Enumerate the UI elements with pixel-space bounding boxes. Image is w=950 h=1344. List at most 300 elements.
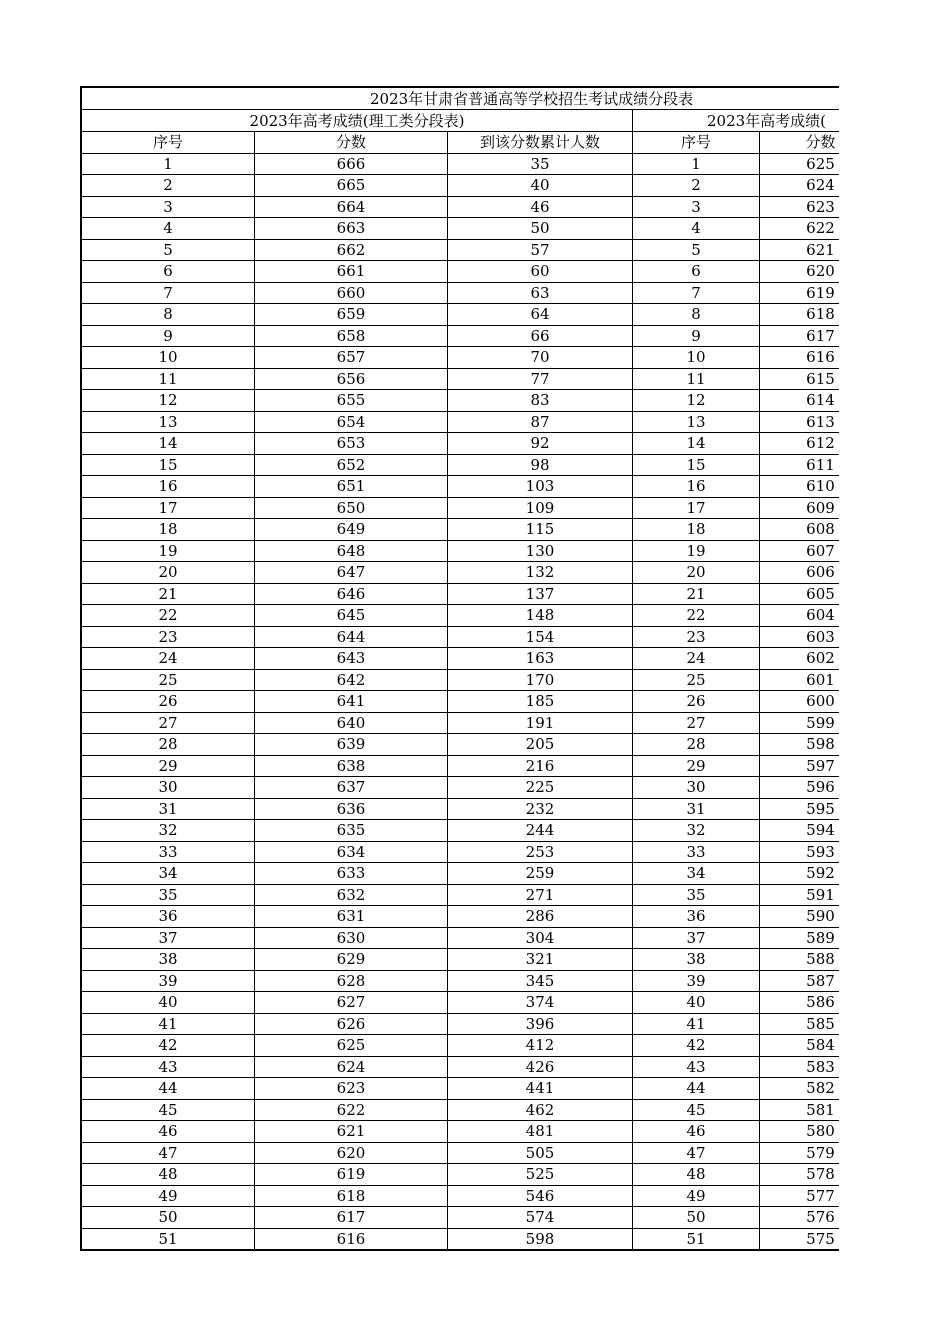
- cumulative-left-cell: 304: [448, 927, 633, 949]
- rank-right-cell: 8: [633, 304, 760, 326]
- cumulative-left-cell: 321: [448, 949, 633, 971]
- score-right-cell: 611: [760, 454, 840, 476]
- score-left-cell: 659: [255, 304, 448, 326]
- cumulative-left-cell: 191: [448, 712, 633, 734]
- rank-right-cell: 10: [633, 347, 760, 369]
- rank-right-cell: 50: [633, 1207, 760, 1229]
- rank-right-cell: 49: [633, 1185, 760, 1207]
- score-right-cell: 619: [760, 282, 840, 304]
- cumulative-left-cell: 98: [448, 454, 633, 476]
- rank-left-cell: 21: [82, 583, 255, 605]
- score-left-cell: 652: [255, 454, 448, 476]
- score-right-cell: 579: [760, 1142, 840, 1164]
- score-left-cell: 656: [255, 368, 448, 390]
- score-right-cell: 607: [760, 540, 840, 562]
- table-row: [82, 1056, 840, 1078]
- rank-left-cell: 13: [82, 411, 255, 433]
- score-left-cell: 622: [255, 1099, 448, 1121]
- score-left-cell: 623: [255, 1078, 448, 1100]
- table-row: [82, 906, 840, 928]
- cumulative-left-cell: 115: [448, 519, 633, 541]
- cumulative-left-cell: 87: [448, 411, 633, 433]
- rank-left-cell: 9: [82, 325, 255, 347]
- cumulative-left-cell: 57: [448, 239, 633, 261]
- cumulative-left-cell: 83: [448, 390, 633, 412]
- score-left-cell: 634: [255, 841, 448, 863]
- score-right-cell: 586: [760, 992, 840, 1014]
- cumulative-left-cell: 481: [448, 1121, 633, 1143]
- rank-right-cell: 31: [633, 798, 760, 820]
- rank-left-cell: 15: [82, 454, 255, 476]
- score-left-cell: 655: [255, 390, 448, 412]
- rank-right-cell: 36: [633, 906, 760, 928]
- table-row: [82, 433, 840, 455]
- score-right-cell: 596: [760, 777, 840, 799]
- score-left-cell: 644: [255, 626, 448, 648]
- score-right-cell: 580: [760, 1121, 840, 1143]
- header-score-right: 分数: [760, 132, 840, 154]
- score-left-cell: 616: [255, 1228, 448, 1250]
- score-left-cell: 624: [255, 1056, 448, 1078]
- rank-left-cell: 50: [82, 1207, 255, 1229]
- rank-left-cell: 46: [82, 1121, 255, 1143]
- rank-right-cell: 12: [633, 390, 760, 412]
- rank-left-cell: 38: [82, 949, 255, 971]
- rank-right-cell: 43: [633, 1056, 760, 1078]
- score-left-cell: 654: [255, 411, 448, 433]
- score-right-cell: 595: [760, 798, 840, 820]
- rank-right-cell: 5: [633, 239, 760, 261]
- rank-right-cell: 45: [633, 1099, 760, 1121]
- rank-right-cell: 39: [633, 970, 760, 992]
- score-left-cell: 620: [255, 1142, 448, 1164]
- table-row: [82, 798, 840, 820]
- rank-right-cell: 32: [633, 820, 760, 842]
- rank-left-cell: 16: [82, 476, 255, 498]
- score-right-cell: 584: [760, 1035, 840, 1057]
- rank-right-cell: 1: [633, 153, 760, 175]
- score-right-cell: 583: [760, 1056, 840, 1078]
- rank-left-cell: 36: [82, 906, 255, 928]
- header-cumulative-left: 到该分数累计人数: [448, 132, 633, 154]
- title-row: [82, 88, 840, 110]
- score-left-cell: 633: [255, 863, 448, 885]
- score-right-cell: 620: [760, 261, 840, 283]
- table-row: [82, 777, 840, 799]
- rank-right-cell: 37: [633, 927, 760, 949]
- score-right-cell: 618: [760, 304, 840, 326]
- cumulative-left-cell: 64: [448, 304, 633, 326]
- score-left-cell: 663: [255, 218, 448, 240]
- score-right-cell: 605: [760, 583, 840, 605]
- rank-left-cell: 49: [82, 1185, 255, 1207]
- cumulative-left-cell: 70: [448, 347, 633, 369]
- table-row: [82, 1013, 840, 1035]
- score-right-cell: 617: [760, 325, 840, 347]
- rank-left-cell: 3: [82, 196, 255, 218]
- table-row: [82, 841, 840, 863]
- rank-left-cell: 34: [82, 863, 255, 885]
- table-row: [82, 1164, 840, 1186]
- cumulative-left-cell: 216: [448, 755, 633, 777]
- rank-right-cell: 25: [633, 669, 760, 691]
- rank-left-cell: 14: [82, 433, 255, 455]
- score-right-cell: 592: [760, 863, 840, 885]
- rank-left-cell: 2: [82, 175, 255, 197]
- table-row: [82, 712, 840, 734]
- cumulative-left-cell: 46: [448, 196, 633, 218]
- rank-right-cell: 41: [633, 1013, 760, 1035]
- rank-left-cell: 42: [82, 1035, 255, 1057]
- table-row: [82, 540, 840, 562]
- cumulative-left-cell: 148: [448, 605, 633, 627]
- score-right-cell: 577: [760, 1185, 840, 1207]
- score-left-cell: 650: [255, 497, 448, 519]
- rank-left-cell: 51: [82, 1228, 255, 1250]
- rank-left-cell: 28: [82, 734, 255, 756]
- cumulative-left-cell: 170: [448, 669, 633, 691]
- cumulative-left-cell: 259: [448, 863, 633, 885]
- cumulative-left-cell: 462: [448, 1099, 633, 1121]
- score-left-cell: 645: [255, 605, 448, 627]
- score-left-cell: 631: [255, 906, 448, 928]
- score-right-cell: 609: [760, 497, 840, 519]
- header-rank-right: 序号: [633, 132, 760, 154]
- rank-right-cell: 27: [633, 712, 760, 734]
- table-row: [82, 648, 840, 670]
- table-row: [82, 927, 840, 949]
- rank-left-cell: 17: [82, 497, 255, 519]
- score-left-cell: 653: [255, 433, 448, 455]
- rank-left-cell: 44: [82, 1078, 255, 1100]
- score-left-cell: 619: [255, 1164, 448, 1186]
- rank-left-cell: 22: [82, 605, 255, 627]
- score-right-cell: 593: [760, 841, 840, 863]
- table-row: [82, 153, 840, 175]
- score-left-cell: 636: [255, 798, 448, 820]
- cumulative-left-cell: 525: [448, 1164, 633, 1186]
- rank-right-cell: 17: [633, 497, 760, 519]
- score-left-cell: 626: [255, 1013, 448, 1035]
- cumulative-left-cell: 546: [448, 1185, 633, 1207]
- rank-left-cell: 43: [82, 1056, 255, 1078]
- left-subtitle: 2023年高考成绩(理工类分段表): [82, 110, 633, 132]
- cumulative-left-cell: 205: [448, 734, 633, 756]
- cumulative-left-cell: 286: [448, 906, 633, 928]
- rank-right-cell: 9: [633, 325, 760, 347]
- score-right-cell: 589: [760, 927, 840, 949]
- table-row: [82, 562, 840, 584]
- cumulative-left-cell: 345: [448, 970, 633, 992]
- rank-left-cell: 27: [82, 712, 255, 734]
- cumulative-left-cell: 426: [448, 1056, 633, 1078]
- rank-left-cell: 37: [82, 927, 255, 949]
- rank-right-cell: 26: [633, 691, 760, 713]
- cumulative-left-cell: 374: [448, 992, 633, 1014]
- rank-right-cell: 33: [633, 841, 760, 863]
- cumulative-left-cell: 132: [448, 562, 633, 584]
- rank-right-cell: 21: [633, 583, 760, 605]
- score-right-cell: 616: [760, 347, 840, 369]
- right-subtitle: 2023年高考成绩(: [633, 110, 840, 132]
- cumulative-left-cell: 63: [448, 282, 633, 304]
- cumulative-left-cell: 412: [448, 1035, 633, 1057]
- score-left-cell: 637: [255, 777, 448, 799]
- table-row: [82, 196, 840, 218]
- score-table: [81, 87, 839, 1250]
- table-row: [82, 820, 840, 842]
- rank-right-cell: 40: [633, 992, 760, 1014]
- score-left-cell: 630: [255, 927, 448, 949]
- table-row: [82, 218, 840, 240]
- table-row: [82, 1121, 840, 1143]
- score-left-cell: 618: [255, 1185, 448, 1207]
- score-left-cell: 662: [255, 239, 448, 261]
- table-row: [82, 583, 840, 605]
- table-row: [82, 1228, 840, 1250]
- rank-left-cell: 20: [82, 562, 255, 584]
- score-right-cell: 599: [760, 712, 840, 734]
- header-rank-left: 序号: [82, 132, 255, 154]
- cumulative-left-cell: 253: [448, 841, 633, 863]
- table-row: [82, 368, 840, 390]
- cumulative-left-cell: 50: [448, 218, 633, 240]
- score-left-cell: 664: [255, 196, 448, 218]
- cumulative-left-cell: 60: [448, 261, 633, 283]
- rank-right-cell: 13: [633, 411, 760, 433]
- rank-right-cell: 46: [633, 1121, 760, 1143]
- score-right-cell: 594: [760, 820, 840, 842]
- rank-right-cell: 3: [633, 196, 760, 218]
- score-right-cell: 591: [760, 884, 840, 906]
- score-left-cell: 661: [255, 261, 448, 283]
- rank-left-cell: 19: [82, 540, 255, 562]
- rank-right-cell: 16: [633, 476, 760, 498]
- cumulative-left-cell: 271: [448, 884, 633, 906]
- score-right-cell: 602: [760, 648, 840, 670]
- score-left-cell: 646: [255, 583, 448, 605]
- table-row: [82, 476, 840, 498]
- rank-right-cell: 24: [633, 648, 760, 670]
- rank-left-cell: 33: [82, 841, 255, 863]
- score-left-cell: 632: [255, 884, 448, 906]
- table-row: [82, 347, 840, 369]
- table-row: [82, 497, 840, 519]
- score-right-cell: 614: [760, 390, 840, 412]
- score-left-cell: 660: [255, 282, 448, 304]
- table-row: [82, 863, 840, 885]
- rank-right-cell: 15: [633, 454, 760, 476]
- header-score-left: 分数: [255, 132, 448, 154]
- rank-left-cell: 24: [82, 648, 255, 670]
- cumulative-left-cell: 163: [448, 648, 633, 670]
- cumulative-left-cell: 154: [448, 626, 633, 648]
- rank-right-cell: 51: [633, 1228, 760, 1250]
- table-row: [82, 734, 840, 756]
- score-right-cell: 604: [760, 605, 840, 627]
- rank-right-cell: 22: [633, 605, 760, 627]
- cumulative-left-cell: 137: [448, 583, 633, 605]
- rank-right-cell: 28: [633, 734, 760, 756]
- rank-left-cell: 11: [82, 368, 255, 390]
- rank-right-cell: 6: [633, 261, 760, 283]
- rank-left-cell: 26: [82, 691, 255, 713]
- cumulative-left-cell: 130: [448, 540, 633, 562]
- rank-left-cell: 25: [82, 669, 255, 691]
- score-left-cell: 625: [255, 1035, 448, 1057]
- rank-left-cell: 23: [82, 626, 255, 648]
- table-row: [82, 1142, 840, 1164]
- sheet-title: 2023年甘肃省普通高等学校招生考试成绩分段表: [82, 88, 840, 110]
- rank-right-cell: 29: [633, 755, 760, 777]
- score-left-cell: 617: [255, 1207, 448, 1229]
- score-left-cell: 629: [255, 949, 448, 971]
- table-row: [82, 454, 840, 476]
- table-row: [82, 282, 840, 304]
- rank-left-cell: 40: [82, 992, 255, 1014]
- score-left-cell: 638: [255, 755, 448, 777]
- score-right-cell: 606: [760, 562, 840, 584]
- score-right-cell: 625: [760, 153, 840, 175]
- rank-right-cell: 48: [633, 1164, 760, 1186]
- subtitle-row: [82, 110, 840, 132]
- table-row: [82, 669, 840, 691]
- cumulative-left-cell: 396: [448, 1013, 633, 1035]
- rank-left-cell: 39: [82, 970, 255, 992]
- cumulative-left-cell: 441: [448, 1078, 633, 1100]
- table-row: [82, 992, 840, 1014]
- rank-right-cell: 2: [633, 175, 760, 197]
- table-row: [82, 1099, 840, 1121]
- rank-left-cell: 47: [82, 1142, 255, 1164]
- score-right-cell: 575: [760, 1228, 840, 1250]
- score-right-cell: 623: [760, 196, 840, 218]
- cumulative-left-cell: 185: [448, 691, 633, 713]
- rank-right-cell: 18: [633, 519, 760, 541]
- score-left-cell: 651: [255, 476, 448, 498]
- score-right-cell: 621: [760, 239, 840, 261]
- rank-left-cell: 18: [82, 519, 255, 541]
- cumulative-left-cell: 109: [448, 497, 633, 519]
- score-left-cell: 639: [255, 734, 448, 756]
- score-right-cell: 597: [760, 755, 840, 777]
- cumulative-left-cell: 40: [448, 175, 633, 197]
- rank-left-cell: 5: [82, 239, 255, 261]
- score-right-cell: 590: [760, 906, 840, 928]
- rank-right-cell: 47: [633, 1142, 760, 1164]
- table-row: [82, 175, 840, 197]
- cumulative-left-cell: 232: [448, 798, 633, 820]
- cumulative-left-cell: 66: [448, 325, 633, 347]
- score-right-cell: 587: [760, 970, 840, 992]
- header-row: [82, 132, 840, 154]
- table-row: [82, 1078, 840, 1100]
- score-left-cell: 658: [255, 325, 448, 347]
- table-row: [82, 1207, 840, 1229]
- table-row: [82, 755, 840, 777]
- rank-left-cell: 4: [82, 218, 255, 240]
- table-row: [82, 390, 840, 412]
- score-right-cell: 576: [760, 1207, 840, 1229]
- rank-left-cell: 30: [82, 777, 255, 799]
- rank-right-cell: 23: [633, 626, 760, 648]
- cumulative-left-cell: 77: [448, 368, 633, 390]
- rank-left-cell: 1: [82, 153, 255, 175]
- score-left-cell: 666: [255, 153, 448, 175]
- table-row: [82, 884, 840, 906]
- score-right-cell: 608: [760, 519, 840, 541]
- score-left-cell: 642: [255, 669, 448, 691]
- score-right-cell: 622: [760, 218, 840, 240]
- score-left-cell: 627: [255, 992, 448, 1014]
- table-row: [82, 949, 840, 971]
- score-left-cell: 647: [255, 562, 448, 584]
- rank-right-cell: 38: [633, 949, 760, 971]
- score-right-cell: 624: [760, 175, 840, 197]
- rank-left-cell: 12: [82, 390, 255, 412]
- rank-left-cell: 8: [82, 304, 255, 326]
- rank-left-cell: 48: [82, 1164, 255, 1186]
- rank-right-cell: 20: [633, 562, 760, 584]
- score-left-cell: 621: [255, 1121, 448, 1143]
- rank-left-cell: 7: [82, 282, 255, 304]
- table-row: [82, 304, 840, 326]
- score-left-cell: 628: [255, 970, 448, 992]
- score-right-cell: 582: [760, 1078, 840, 1100]
- score-right-cell: 581: [760, 1099, 840, 1121]
- score-right-cell: 598: [760, 734, 840, 756]
- score-left-cell: 643: [255, 648, 448, 670]
- score-right-cell: 615: [760, 368, 840, 390]
- cumulative-left-cell: 505: [448, 1142, 633, 1164]
- score-right-cell: 601: [760, 669, 840, 691]
- rank-left-cell: 41: [82, 1013, 255, 1035]
- score-right-cell: 578: [760, 1164, 840, 1186]
- rank-right-cell: 30: [633, 777, 760, 799]
- score-right-cell: 600: [760, 691, 840, 713]
- rank-left-cell: 29: [82, 755, 255, 777]
- score-left-cell: 665: [255, 175, 448, 197]
- score-left-cell: 649: [255, 519, 448, 541]
- rank-right-cell: 34: [633, 863, 760, 885]
- rank-left-cell: 31: [82, 798, 255, 820]
- score-right-cell: 603: [760, 626, 840, 648]
- score-left-cell: 657: [255, 347, 448, 369]
- cumulative-left-cell: 244: [448, 820, 633, 842]
- rank-right-cell: 14: [633, 433, 760, 455]
- table-row: [82, 325, 840, 347]
- score-right-cell: 610: [760, 476, 840, 498]
- rank-right-cell: 35: [633, 884, 760, 906]
- table-row: [82, 519, 840, 541]
- score-right-cell: 612: [760, 433, 840, 455]
- cumulative-left-cell: 574: [448, 1207, 633, 1229]
- score-table-sheet: [80, 86, 839, 1251]
- rank-left-cell: 10: [82, 347, 255, 369]
- cumulative-left-cell: 103: [448, 476, 633, 498]
- rank-right-cell: 4: [633, 218, 760, 240]
- cumulative-left-cell: 35: [448, 153, 633, 175]
- score-left-cell: 641: [255, 691, 448, 713]
- table-row: [82, 411, 840, 433]
- rank-left-cell: 6: [82, 261, 255, 283]
- rank-left-cell: 45: [82, 1099, 255, 1121]
- rank-left-cell: 32: [82, 820, 255, 842]
- score-left-cell: 648: [255, 540, 448, 562]
- table-row: [82, 1035, 840, 1057]
- score-left-cell: 635: [255, 820, 448, 842]
- table-row: [82, 261, 840, 283]
